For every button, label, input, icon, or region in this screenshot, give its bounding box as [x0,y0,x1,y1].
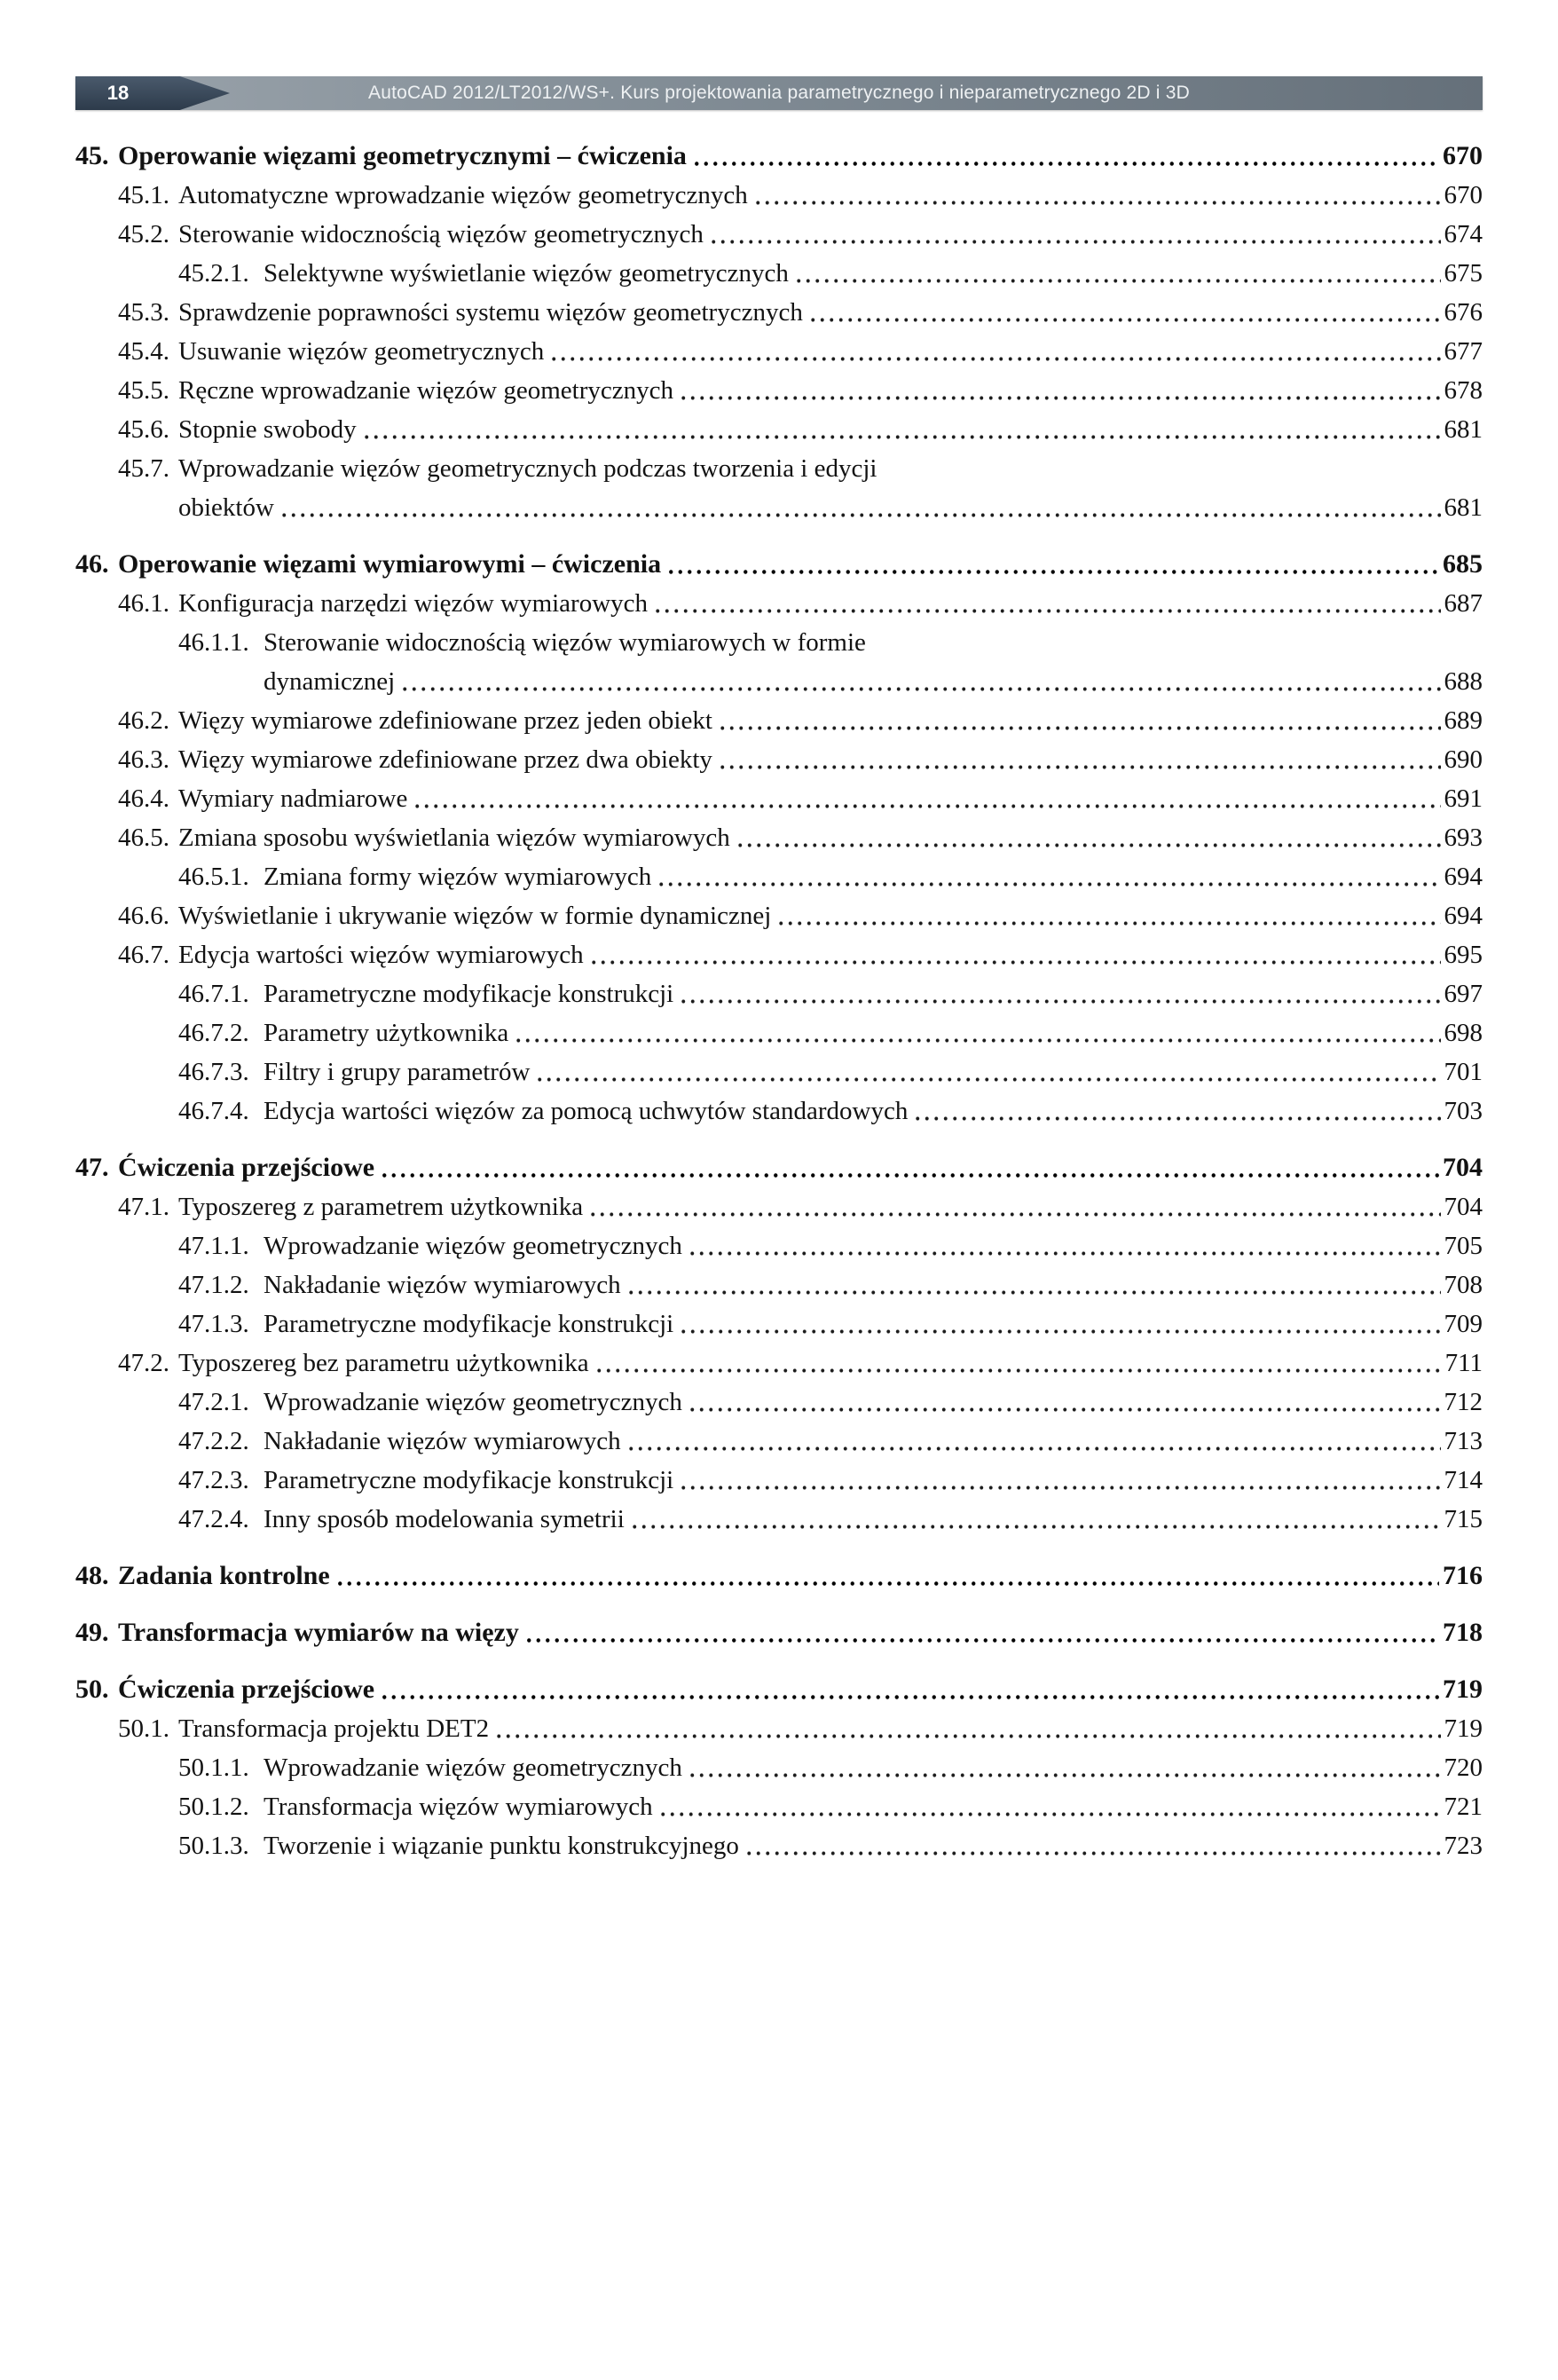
toc-entry-title: Parametryczne modyfikacje konstrukcji [264,1310,674,1338]
toc-entry-title: Sprawdzenie poprawności systemu więzów geometrycznych [178,298,803,327]
toc-entry-page: 709 [1444,1310,1483,1338]
toc-entry-number: 46.7.1. [178,980,249,1008]
toc-entry-line [178,1226,1483,1265]
dot-leader [335,1556,1439,1596]
dot-leader [808,293,1441,332]
toc-entry-line [118,176,1483,215]
toc-entry-title: Transformacja projektu DET2 [178,1714,490,1743]
toc-entry-line [178,254,1483,293]
dot-leader [589,935,1441,974]
toc-entry-line [118,332,1483,371]
toc-entry-page: 685 [1443,549,1483,579]
toc-entry-line [178,1422,1483,1461]
dot-leader [362,410,1441,449]
toc-entry-number: 47.1.3. [178,1310,249,1338]
dot-leader [514,1013,1440,1052]
toc-entry-title: Sterowanie widocznością więzów geometrycznych [178,220,704,248]
toc-entry-line [118,701,1483,740]
toc-entry-page: 675 [1444,259,1483,288]
dot-leader [679,1304,1440,1344]
toc-entry-page: 693 [1444,824,1483,852]
toc-entry [75,1748,1483,1787]
toc-entry-page: 681 [1444,493,1483,522]
toc-entry-page: 718 [1443,1618,1483,1647]
dot-leader [626,1265,1441,1304]
toc-entry [75,623,1483,701]
toc-entry-line [118,1187,1483,1226]
toc-entry [75,293,1483,332]
toc-entry-page: 670 [1444,181,1483,209]
toc-entry-title: Automatyczne wprowadzanie więzów geometrycznych [178,181,748,209]
toc-entry-number: 50.1.3. [178,1832,249,1860]
toc-entry [75,740,1483,779]
toc-entry-number: 45.6. [118,415,169,444]
toc-entry-line [178,1826,1483,1865]
running-header-title: AutoCAD 2012/LT2012/WS+. Kurs projektowania parametrycznego i nieparametrycznego 2D i 3D [368,83,1190,103]
toc-entry-number: 47. [75,1153,109,1182]
toc-entry-number: 48. [75,1561,109,1590]
toc-entry [75,1787,1483,1826]
toc-entry-number: 49. [75,1618,109,1647]
toc-entry-title-continuation: dynamicznej [264,667,396,696]
dot-leader [658,1787,1441,1826]
dot-leader [679,371,1441,410]
toc-entry-page: 703 [1444,1097,1483,1125]
toc-entry-page: 698 [1444,1019,1483,1047]
dot-leader [736,818,1441,857]
toc-entry-line [178,1787,1483,1826]
toc-entry-number: 46.3. [118,745,169,774]
toc-entry-line [178,1265,1483,1304]
toc-entry-page: 694 [1444,902,1483,930]
toc-entry-title: Stopnie swobody [178,415,357,444]
dot-leader [679,974,1440,1013]
toc-entry-line [118,935,1483,974]
toc-entry-line [118,410,1483,449]
toc-entry-page: 723 [1444,1832,1483,1860]
dot-leader [688,1226,1441,1265]
toc-entry-number: 46.5. [118,824,169,852]
toc-entry-number: 46.7.2. [178,1019,249,1047]
dot-leader [718,701,1441,740]
toc-entry-line [118,371,1483,410]
toc-entry [75,1556,1483,1596]
toc-entry-title: Parametry użytkownika [264,1019,509,1047]
dot-leader [279,488,1441,527]
toc-entry-line [118,584,1483,623]
toc-entry-number: 50.1.2. [178,1793,249,1821]
toc-entry-number: 47.2.2. [178,1427,249,1455]
toc-entry-title: Nakładanie więzów wymiarowych [264,1427,621,1455]
dot-leader [657,857,1440,896]
toc-entry-title: Usuwanie więzów geometrycznych [178,337,545,366]
toc-entry-number: 47.1.1. [178,1232,249,1260]
toc-entry-line [118,779,1483,818]
toc-entry-line [178,623,1483,662]
dot-leader [688,1748,1441,1787]
toc-entry-page: 690 [1444,745,1483,774]
toc-entry-number: 45.3. [118,298,169,327]
toc-entry [75,1709,1483,1748]
toc-entry-page: 677 [1444,337,1483,366]
toc-entry-page: 689 [1444,706,1483,735]
toc-entry-page: 719 [1443,1675,1483,1704]
toc-entry [75,254,1483,293]
toc-entry [75,701,1483,740]
toc-entry-line [118,215,1483,254]
toc-entry-number: 47.2. [118,1349,169,1377]
dot-leader [718,740,1441,779]
toc-entry-page: 713 [1444,1427,1483,1455]
toc-entry [75,935,1483,974]
toc-entry-number: 45.7. [118,454,169,483]
toc-entry-page: 705 [1444,1232,1483,1260]
toc-entry-title: Ćwiczenia przejściowe [118,1153,375,1182]
toc-entry [75,1304,1483,1344]
toc-entry-page: 695 [1444,941,1483,969]
toc-entry-title: Operowanie więzami geometrycznymi – ćwiczenia [118,141,687,170]
toc-entry-page: 720 [1444,1753,1483,1782]
toc-entry-line [118,818,1483,857]
toc-entry-line [75,545,1483,584]
dot-leader [653,584,1440,623]
toc-entry-page: 670 [1443,141,1483,170]
toc-entry-title: Zmiana sposobu wyświetlania więzów wymiarowych [178,824,730,852]
chevron-icon [161,76,230,110]
dot-leader [380,1670,1439,1709]
table-of-contents [75,137,1483,1865]
toc-entry [75,1052,1483,1091]
dot-leader [413,779,1440,818]
toc-entry-title: Tworzenie i wiązanie punktu konstrukcyjnego [264,1832,739,1860]
toc-entry [75,1148,1483,1187]
toc-entry-line [75,1148,1483,1187]
dot-leader [913,1091,1440,1131]
toc-entry [75,176,1483,215]
toc-entry-line [178,1461,1483,1500]
toc-entry [75,1383,1483,1422]
page-number-box [75,76,161,110]
toc-entry-number: 46.2. [118,706,169,735]
toc-entry-title: Wprowadzanie więzów geometrycznych [264,1388,682,1416]
toc-entry [75,545,1483,584]
dot-leader [688,1383,1441,1422]
dot-leader [549,332,1440,371]
toc-entry-number: 47.2.1. [178,1388,249,1416]
toc-entry [75,332,1483,371]
toc-entry-page: 694 [1444,863,1483,891]
toc-entry-number: 45.1. [118,181,169,209]
page-number: 18 [106,82,130,104]
toc-entry-title: Więzy wymiarowe zdefiniowane przez dwa obiekty [178,745,712,774]
toc-entry-number: 47.1.2. [178,1271,249,1299]
toc-entry [75,1226,1483,1265]
toc-entry-line [178,1500,1483,1539]
toc-entry [75,584,1483,623]
toc-entry-title: Wprowadzanie więzów geometrycznych podczas tworzenia i edycji [178,454,877,483]
running-header [75,76,1483,110]
toc-entry-title: Konfiguracja narzędzi więzów wymiarowych [178,589,649,618]
dot-leader [753,176,1441,215]
dot-leader [744,1826,1441,1865]
dot-leader [794,254,1441,293]
toc-entry-page: 681 [1444,415,1483,444]
dot-leader [380,1148,1439,1187]
toc-entry-title: Wprowadzanie więzów geometrycznych [264,1753,682,1782]
toc-entry [75,779,1483,818]
toc-entry-title: Ćwiczenia przejściowe [118,1675,375,1704]
page-number-block [75,76,230,110]
toc-entry-number: 45.5. [118,376,169,405]
toc-entry-page: 719 [1444,1714,1483,1743]
toc-entry-title: Wymiary nadmiarowe [178,784,408,813]
toc-entry-page: 691 [1444,784,1483,813]
toc-entry [75,1500,1483,1539]
toc-entry-number: 50.1. [118,1714,169,1743]
toc-entry-number: 47.1. [118,1193,169,1221]
toc-entry-title: Zadania kontrolne [118,1561,330,1590]
toc-entry-number: 47.2.3. [178,1466,249,1494]
dot-leader [666,545,1439,584]
toc-entry-title: Edycja wartości więzów wymiarowych [178,941,584,969]
dot-leader [494,1709,1440,1748]
toc-entry-page: 711 [1444,1349,1483,1377]
toc-entry-title: Wprowadzanie więzów geometrycznych [264,1232,682,1260]
toc-entry-continuation-line [178,662,1483,701]
toc-entry [75,857,1483,896]
toc-entry [75,1265,1483,1304]
toc-entry [75,1461,1483,1500]
toc-entry-line [118,293,1483,332]
toc-entry [75,1826,1483,1865]
toc-entry-line [178,1013,1483,1052]
toc-entry-number: 47.2.4. [178,1505,249,1533]
dot-leader [535,1052,1440,1091]
dot-leader [626,1422,1441,1461]
toc-entry [75,371,1483,410]
toc-entry-page: 701 [1444,1058,1483,1086]
toc-entry-title: Operowanie więzami wymiarowymi – ćwiczenia [118,549,662,579]
toc-entry-number: 46.1. [118,589,169,618]
dot-leader [709,215,1441,254]
toc-entry-number: 45.2.1. [178,259,249,288]
toc-entry-title: Wyświetlanie i ukrywanie więzów w formie dynamicznej [178,902,772,930]
toc-entry-title: Transformacja wymiarów na więzy [118,1618,519,1647]
toc-entry-title: Sterowanie widocznością więzów wymiarowych w formie [264,628,866,657]
toc-entry-continuation-line [118,488,1483,527]
toc-entry-title: Zmiana formy więzów wymiarowych [264,863,652,891]
toc-entry-page: 721 [1444,1793,1483,1821]
toc-entry-line [118,740,1483,779]
dot-leader [630,1500,1441,1539]
dot-leader [524,1613,1439,1652]
toc-entry [75,1670,1483,1709]
toc-entry-title: Ręczne wprowadzanie więzów geometrycznych [178,376,673,405]
toc-entry-line [178,1304,1483,1344]
toc-entry-line [75,1556,1483,1596]
toc-entry-title: Typoszereg z parametrem użytkownika [178,1193,584,1221]
toc-entry-page: 704 [1444,1193,1483,1221]
dot-leader [400,662,1440,701]
toc-entry-line [178,857,1483,896]
toc-entry-title: Filtry i grupy parametrów [264,1058,531,1086]
toc-entry-number: 46. [75,549,109,579]
dot-leader [776,896,1440,935]
toc-entry-title-continuation: obiektów [178,493,274,522]
indent-spacer [178,662,264,701]
toc-entry [75,1187,1483,1226]
toc-entry [75,818,1483,857]
toc-entry-page: 697 [1444,980,1483,1008]
toc-entry-page: 688 [1444,667,1483,696]
toc-entry-page: 708 [1444,1271,1483,1299]
toc-entry-number: 46.6. [118,902,169,930]
toc-entry-number: 50.1.1. [178,1753,249,1782]
toc-entry [75,137,1483,176]
toc-entry-page: 712 [1444,1388,1483,1416]
toc-entry [75,896,1483,935]
toc-entry-title: Parametryczne modyfikacje konstrukcji [264,980,674,1008]
toc-entry-title: Transformacja więzów wymiarowych [264,1793,653,1821]
dot-leader [692,137,1439,176]
toc-entry-number: 46.7.3. [178,1058,249,1086]
toc-entry-page: 674 [1444,220,1483,248]
toc-entry-title: Nakładanie więzów wymiarowych [264,1271,621,1299]
toc-entry-page: 715 [1444,1505,1483,1533]
toc-entry-page: 716 [1443,1561,1483,1590]
toc-entry-number: 46.7. [118,941,169,969]
toc-entry-title: Typoszereg bez parametru użytkownika [178,1349,589,1377]
toc-entry-line [118,1709,1483,1748]
toc-entry [75,974,1483,1013]
indent-spacer [118,488,178,527]
toc-entry-line [75,1613,1483,1652]
toc-entry [75,1613,1483,1652]
dot-leader [588,1187,1440,1226]
toc-entry-line [178,1383,1483,1422]
toc-entry-line [118,896,1483,935]
toc-entry-line [75,137,1483,176]
toc-entry-line [178,1748,1483,1787]
toc-entry-line [118,1344,1483,1383]
toc-entry-page: 704 [1443,1153,1483,1182]
toc-entry-title: Parametryczne modyfikacje konstrukcji [264,1466,674,1494]
toc-entry-title: Więzy wymiarowe zdefiniowane przez jeden obiekt [178,706,712,735]
toc-entry-line [118,449,1483,488]
toc-entry-number: 46.1.1. [178,628,249,657]
dot-leader [679,1461,1440,1500]
toc-entry [75,1344,1483,1383]
toc-entry-page: 678 [1444,376,1483,405]
dot-leader [594,1344,1442,1383]
toc-entry-title: Selektywne wyświetlanie więzów geometrycznych [264,259,789,288]
toc-entry [75,449,1483,527]
toc-entry-number: 46.4. [118,784,169,813]
toc-entry [75,215,1483,254]
toc-entry-number: 46.7.4. [178,1097,249,1125]
toc-entry-line [178,1091,1483,1131]
toc-entry-title: Inny sposób modelowania symetrii [264,1505,625,1533]
toc-entry-number: 50. [75,1675,109,1704]
toc-entry-line [75,1670,1483,1709]
toc-entry-number: 45.2. [118,220,169,248]
toc-entry-title: Edycja wartości więzów za pomocą uchwytów standardowych [264,1097,909,1125]
toc-entry-line [178,974,1483,1013]
toc-entry-page: 676 [1444,298,1483,327]
toc-entry-line [178,1052,1483,1091]
toc-entry [75,410,1483,449]
toc-entry [75,1422,1483,1461]
toc-entry [75,1091,1483,1131]
toc-entry-number: 45. [75,141,109,170]
toc-entry-number: 45.4. [118,337,169,366]
toc-entry-number: 46.5.1. [178,863,249,891]
toc-entry [75,1013,1483,1052]
toc-entry-page: 687 [1444,589,1483,618]
toc-entry-page: 714 [1444,1466,1483,1494]
